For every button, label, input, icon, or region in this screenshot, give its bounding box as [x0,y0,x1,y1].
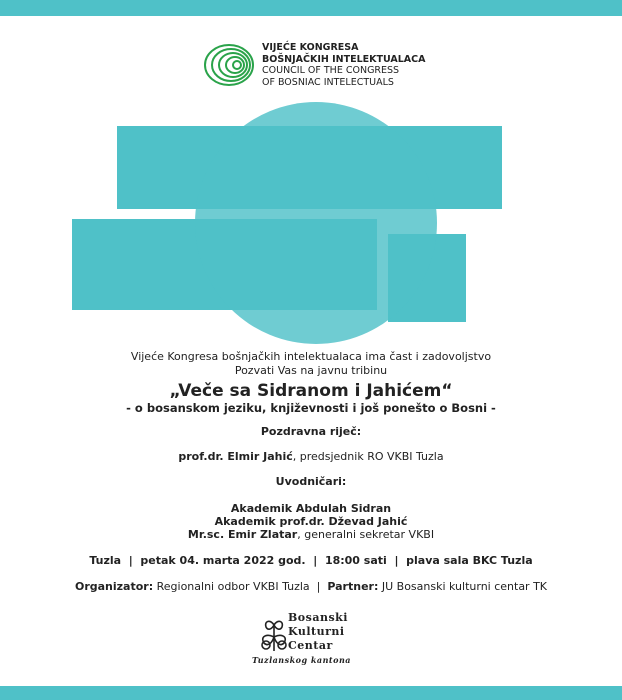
event-title: „Veče sa Sidranom i Jahićem“ [169,381,453,401]
introducer-3-name: Mr.sc. Emir Zlatar [187,528,298,541]
org-line-2: BOŠNJAČKIH INTELEKTUALACA [262,53,426,65]
invite-line-1: Vijeće Kongresa bošnjačkih intelektualaca ima čast i zadovoljstvo [130,350,492,363]
introducer-3-role: , generalni sekretar VKBI [297,528,435,541]
partner-value: JU Bosanski kulturni centar TK [378,580,548,593]
bkc-name [288,611,348,653]
bkc-line-4: Tuzlanskog kantona [252,655,351,665]
introducer-2: Akademik prof.dr. Dževad Jahić [214,515,408,528]
decor-circle [195,102,437,344]
bkc-line-3: Centar [288,639,333,652]
greeting-speaker-name: prof.dr. Elmir Jahić [178,450,293,463]
invite-line-2: Pozvati Vas na javnu tribinu [234,364,388,377]
greeting-speaker [0,450,622,463]
partner-label: Partner: [327,580,379,593]
organizer-line [0,580,622,593]
introducer-3 [0,528,622,541]
introducers-heading: Uvodničari: [275,475,347,488]
flower-ornament-icon [256,615,292,655]
bottom-accent-bar [0,686,622,700]
event-subtitle: - o bosanskom jeziku, književnosti i još ponešto o Bosni - [126,401,496,415]
bkc-logo [252,611,372,667]
greeting-heading: Pozdravna riječ: [260,425,362,438]
organizer-value: Regionalni odbor VKBI Tuzla | [153,580,328,593]
org-line-4: OF BOSNIAC INTELECTUALS [262,76,394,88]
event-info: Tuzla | petak 04. marta 2022 god. | 18:00 sati | plava sala BKC Tuzla [89,554,533,567]
greeting-speaker-role: , predsjednik RO VKBI Tuzla [292,450,444,463]
org-line-3: COUNCIL OF THE CONGRESS [262,65,400,76]
bkc-line-1: Bosanski [288,611,348,624]
org-line-1: VIJEĆE KONGRESA [262,42,359,53]
bkc-line-2: Kulturni [288,625,345,638]
introducer-1: Akademik Abdulah Sidran [230,502,392,515]
organizer-label: Organizator: [74,580,154,593]
